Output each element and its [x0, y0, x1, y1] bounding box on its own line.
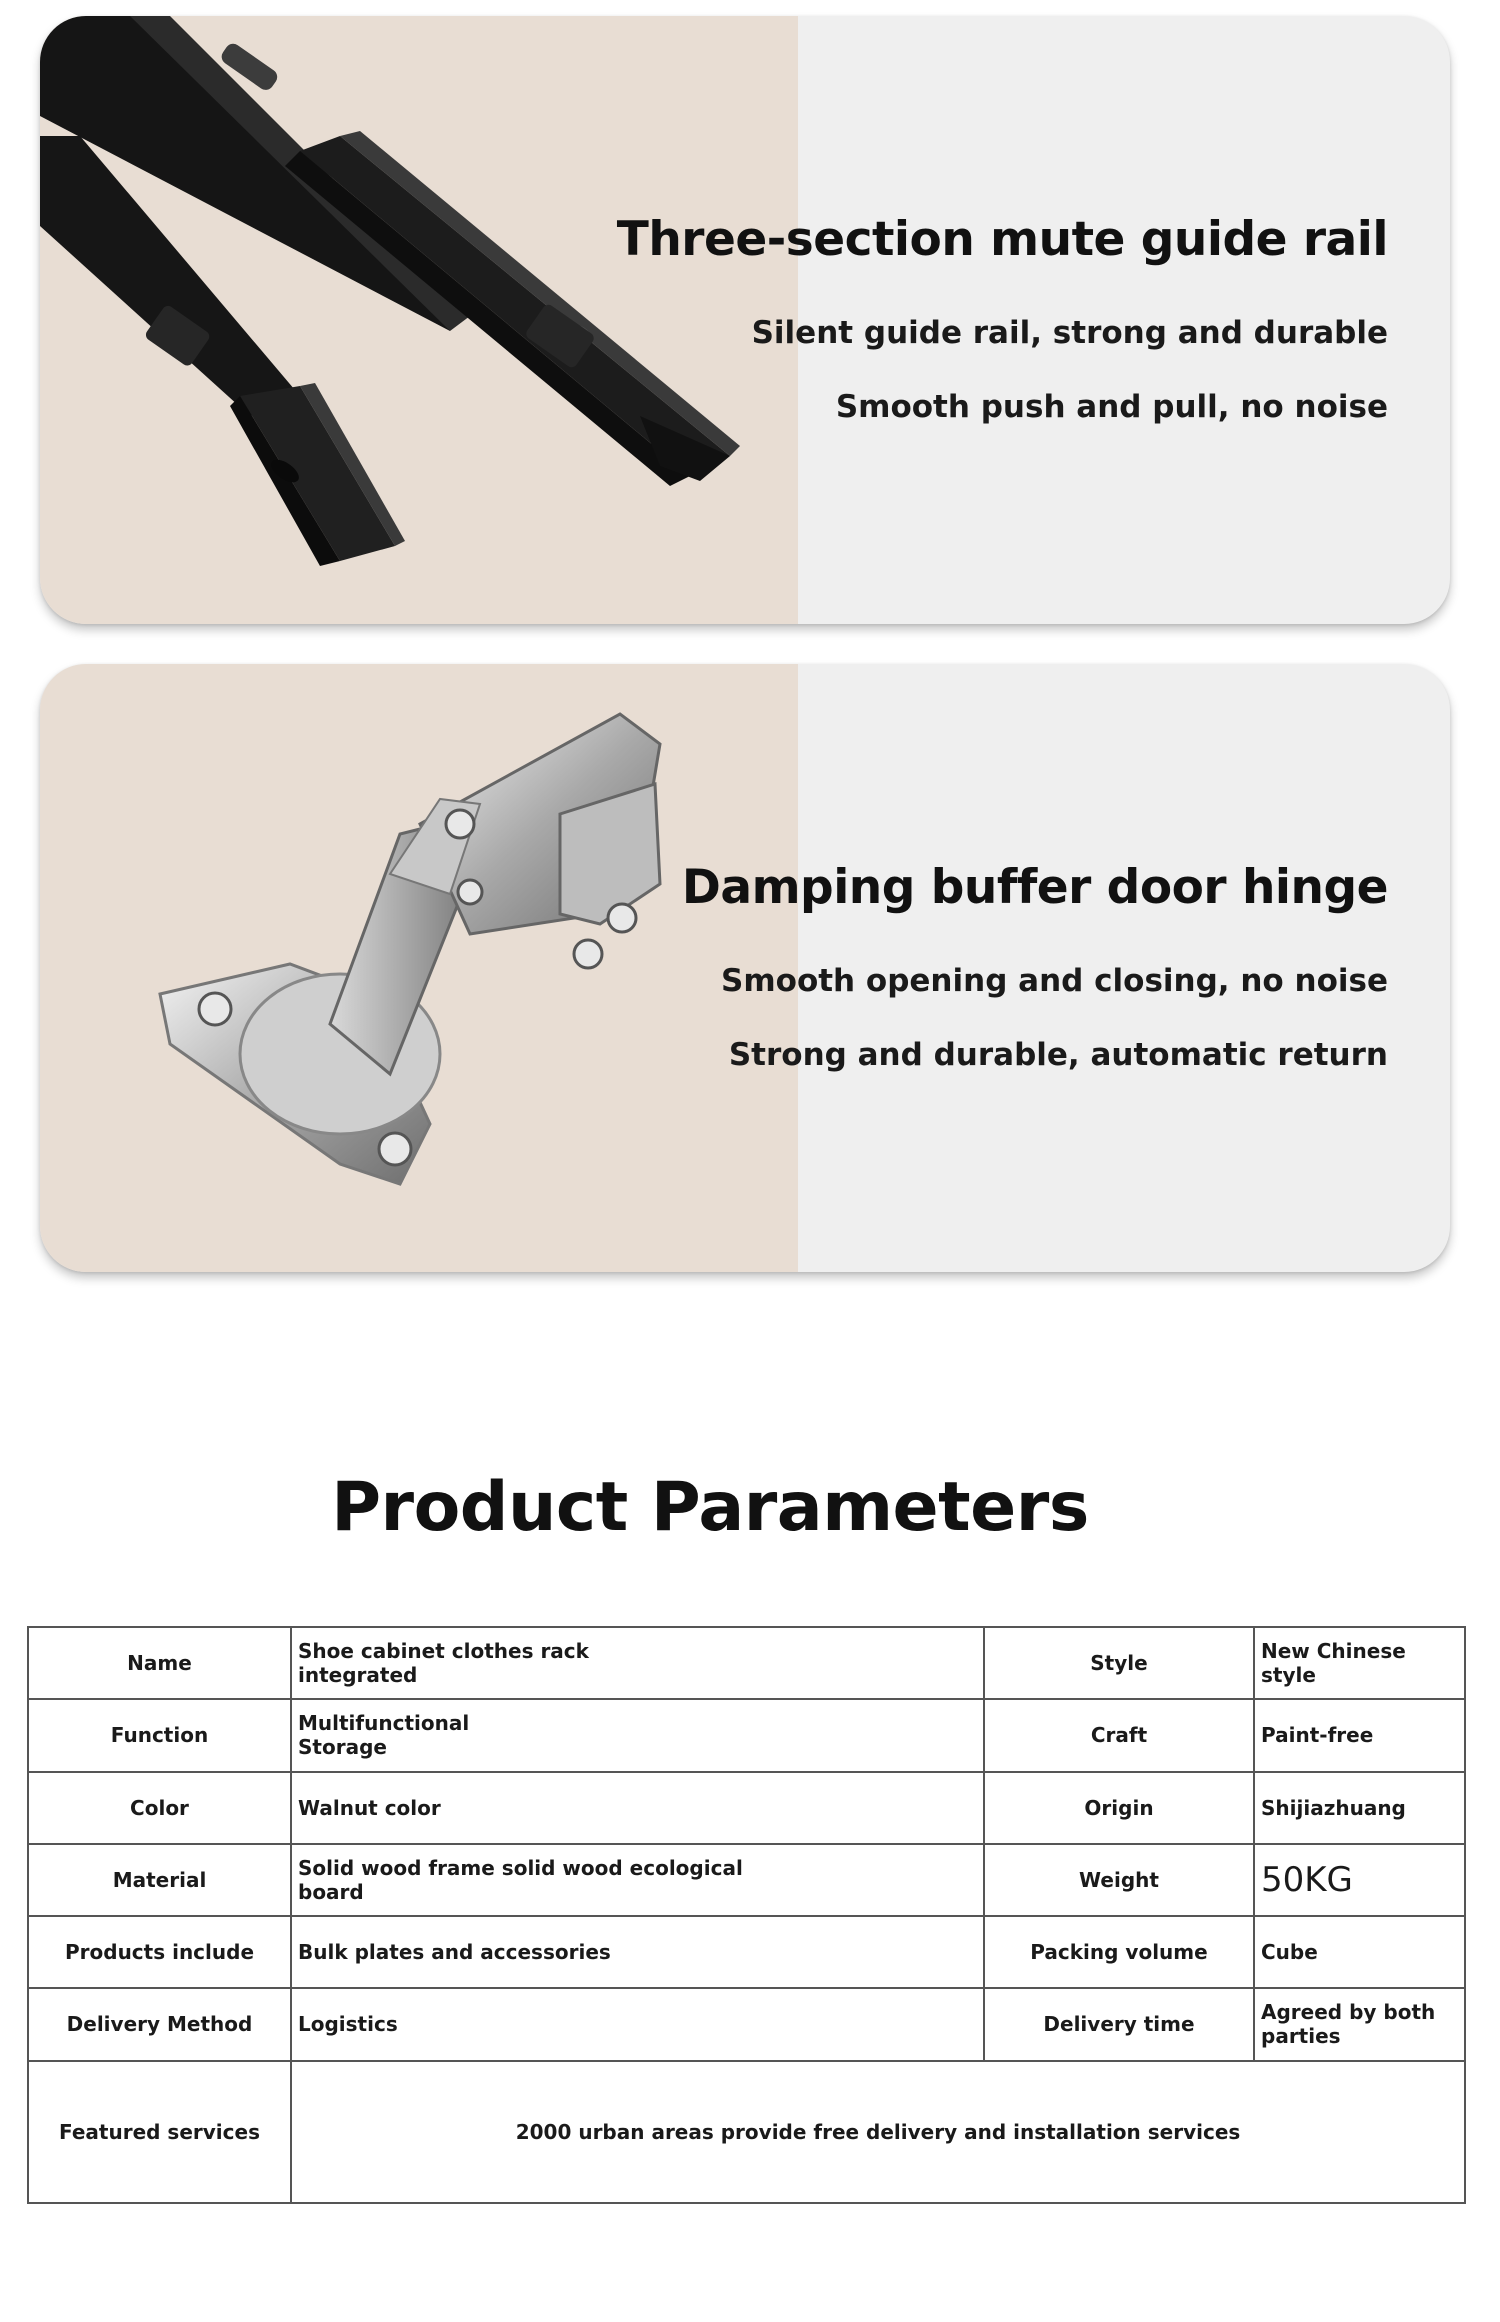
feature-line: Silent guide rail, strong and durable [751, 315, 1388, 351]
param-value: Agreed by both parties [1254, 1988, 1465, 2060]
param-value: Multifunctional Storage [291, 1699, 984, 1771]
param-label: Color [28, 1772, 291, 1844]
param-label: Function [28, 1699, 291, 1771]
feature-text [617, 212, 1388, 425]
feature-text [682, 860, 1388, 1073]
feature-line: Strong and durable, automatic return [728, 1037, 1388, 1073]
param-label: Products include [28, 1916, 291, 1988]
param-value: New Chinese style [1254, 1627, 1465, 1699]
param-label: Craft [984, 1699, 1254, 1771]
section-title: Product Parameters [331, 1468, 1089, 1547]
param-label: Packing volume [984, 1916, 1254, 1988]
param-label: Delivery time [984, 1988, 1254, 2060]
param-value: Shoe cabinet clothes rack integrated [291, 1627, 984, 1699]
param-label: Style [984, 1627, 1254, 1699]
feature-title: Three-section mute guide rail [616, 212, 1388, 267]
table-row [28, 2061, 1465, 2204]
param-label: Material [28, 1844, 291, 1916]
table-row [28, 1916, 1465, 1988]
param-value: Cube [1254, 1916, 1465, 1988]
feature-line: Smooth opening and closing, no noise [721, 963, 1388, 999]
table-row [28, 1699, 1465, 1771]
table-row [28, 1627, 1465, 1699]
param-value: Walnut color [291, 1772, 984, 1844]
param-value: Shijiazhuang [1254, 1772, 1465, 1844]
param-value: 2000 urban areas provide free delivery and installation services [291, 2061, 1465, 2204]
table-row [28, 1772, 1465, 1844]
feature-card-guide-rail [40, 16, 1450, 624]
param-value: Solid wood frame solid wood ecological board [291, 1844, 984, 1916]
param-value: 50KG [1254, 1844, 1465, 1916]
param-label: Delivery Method [28, 1988, 291, 2060]
param-value: Bulk plates and accessories [291, 1916, 984, 1988]
table-row [28, 1988, 1465, 2060]
param-label: Weight [984, 1844, 1254, 1916]
param-label: Name [28, 1627, 291, 1699]
param-value: Logistics [291, 1988, 984, 2060]
feature-card-door-hinge [40, 664, 1450, 1272]
feature-title: Damping buffer door hinge [681, 860, 1388, 915]
param-label: Featured services [28, 2061, 291, 2204]
table-row [28, 1844, 1465, 1916]
parameters-table [27, 1626, 1466, 2204]
param-value: Paint-free [1254, 1699, 1465, 1771]
param-label: Origin [984, 1772, 1254, 1844]
feature-line: Smooth push and pull, no noise [835, 389, 1388, 425]
